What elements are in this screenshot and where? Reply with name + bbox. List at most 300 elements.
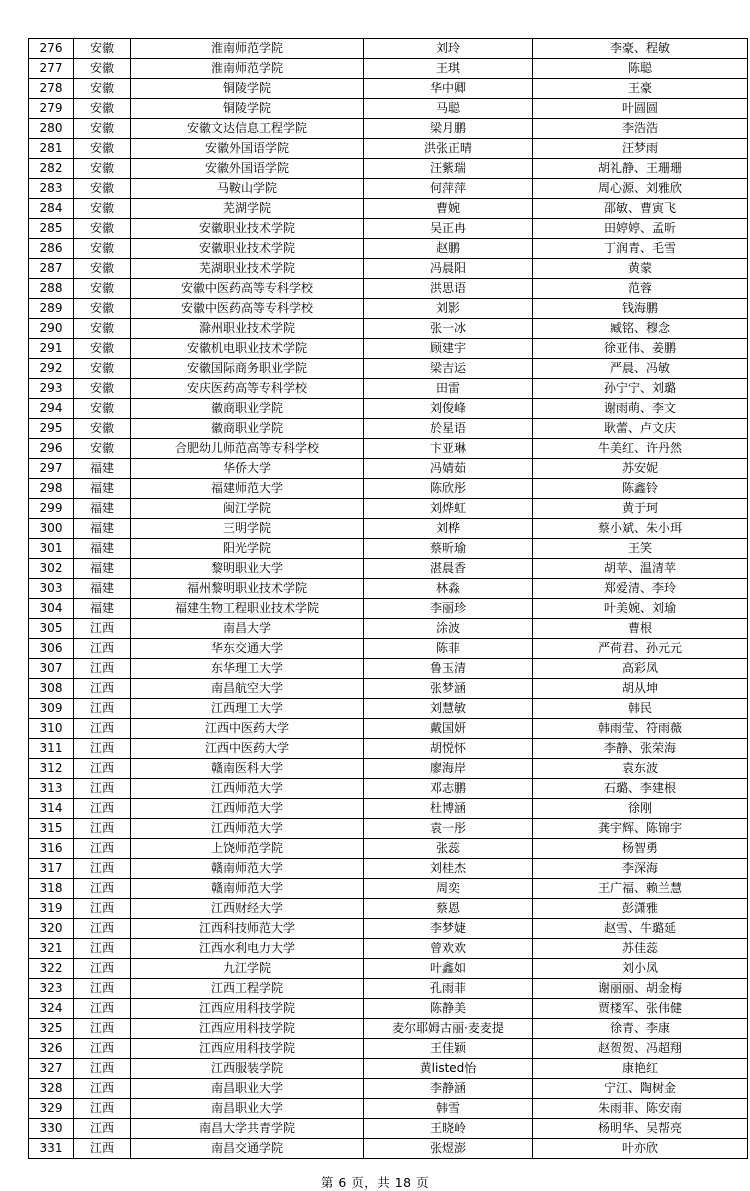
row-index: 331 [29, 1139, 74, 1159]
table-row [29, 939, 748, 959]
row-province: 安徽 [74, 379, 131, 399]
table-row [29, 1119, 748, 1139]
row-province: 安徽 [74, 319, 131, 339]
row-province: 江西 [74, 1039, 131, 1059]
row-advisors: 王广福、赖兰慧 [533, 879, 748, 899]
row-student: 胡悦怀 [364, 739, 533, 759]
row-student: 刘桂杰 [364, 859, 533, 879]
table-row [29, 439, 748, 459]
row-advisors: 彭潇雅 [533, 899, 748, 919]
row-province: 安徽 [74, 179, 131, 199]
row-student: 刘桦 [364, 519, 533, 539]
row-province: 安徽 [74, 419, 131, 439]
row-index: 301 [29, 539, 74, 559]
row-index: 296 [29, 439, 74, 459]
row-advisors: 高彩凤 [533, 659, 748, 679]
row-student: 杜博涵 [364, 799, 533, 819]
row-index: 300 [29, 519, 74, 539]
row-province: 江西 [74, 899, 131, 919]
row-province: 江西 [74, 919, 131, 939]
row-advisors: 朱雨菲、陈安南 [533, 1099, 748, 1119]
table-row [29, 139, 748, 159]
row-student: 梁吉运 [364, 359, 533, 379]
table-row [29, 1019, 748, 1039]
row-advisors: 韩民 [533, 699, 748, 719]
table-row [29, 359, 748, 379]
row-school: 安徽国际商务职业学院 [131, 359, 364, 379]
row-advisors: 苏佳蕊 [533, 939, 748, 959]
row-school: 福州黎明职业技术学院 [131, 579, 364, 599]
row-student: 湛晨香 [364, 559, 533, 579]
row-school: 江西科技师范大学 [131, 919, 364, 939]
row-school: 华东交通大学 [131, 639, 364, 659]
row-student: 王晓岭 [364, 1119, 533, 1139]
row-province: 福建 [74, 459, 131, 479]
table-row [29, 659, 748, 679]
row-index: 303 [29, 579, 74, 599]
row-school: 黎明职业大学 [131, 559, 364, 579]
table-row [29, 479, 748, 499]
row-school: 安徽机电职业技术学院 [131, 339, 364, 359]
row-index: 305 [29, 619, 74, 639]
row-student: 张一冰 [364, 319, 533, 339]
row-province: 安徽 [74, 239, 131, 259]
row-school: 江西中医药大学 [131, 719, 364, 739]
row-advisors: 李豪、程敏 [533, 39, 748, 59]
row-advisors: 韩雨莹、符雨薇 [533, 719, 748, 739]
row-school: 安徽外国语学院 [131, 159, 364, 179]
row-school: 上饶师范学院 [131, 839, 364, 859]
table-row [29, 119, 748, 139]
row-advisors: 蔡小斌、朱小珥 [533, 519, 748, 539]
row-index: 281 [29, 139, 74, 159]
table-row [29, 259, 748, 279]
table-row [29, 859, 748, 879]
row-school: 南昌大学共青学院 [131, 1119, 364, 1139]
row-advisors: 杨明华、吴帮亮 [533, 1119, 748, 1139]
row-province: 安徽 [74, 159, 131, 179]
row-province: 安徽 [74, 219, 131, 239]
row-school: 滁州职业技术学院 [131, 319, 364, 339]
row-school: 合肥幼儿师范高等专科学校 [131, 439, 364, 459]
row-province: 江西 [74, 639, 131, 659]
row-province: 安徽 [74, 139, 131, 159]
row-student: 周奕 [364, 879, 533, 899]
row-school: 闽江学院 [131, 499, 364, 519]
row-index: 279 [29, 99, 74, 119]
row-school: 淮南师范学院 [131, 59, 364, 79]
row-advisors: 孙宁宁、刘璐 [533, 379, 748, 399]
row-school: 安徽职业技术学院 [131, 239, 364, 259]
row-school: 安徽中医药高等专科学校 [131, 299, 364, 319]
table-row [29, 739, 748, 759]
table-row [29, 379, 748, 399]
row-index: 322 [29, 959, 74, 979]
row-advisors: 郑爱清、李玲 [533, 579, 748, 599]
row-school: 安徽文达信息工程学院 [131, 119, 364, 139]
row-advisors: 胡苹、温清苹 [533, 559, 748, 579]
row-advisors: 陈聪 [533, 59, 748, 79]
row-school: 徽商职业学院 [131, 419, 364, 439]
page-footer: 第 6 页，共 18 页 [320, 1175, 430, 1190]
row-advisors: 石璐、李建根 [533, 779, 748, 799]
row-province: 江西 [74, 879, 131, 899]
row-advisors: 严荷君、孙元元 [533, 639, 748, 659]
row-province: 江西 [74, 719, 131, 739]
row-advisors: 贾楼军、张伟健 [533, 999, 748, 1019]
table-row [29, 1079, 748, 1099]
table-row [29, 1059, 748, 1079]
row-advisors: 周心源、刘雅欣 [533, 179, 748, 199]
row-index: 325 [29, 1019, 74, 1039]
row-province: 江西 [74, 939, 131, 959]
row-index: 295 [29, 419, 74, 439]
table-row [29, 59, 748, 79]
row-school: 江西师范大学 [131, 799, 364, 819]
table-row [29, 779, 748, 799]
row-school: 九江学院 [131, 959, 364, 979]
row-province: 江西 [74, 1099, 131, 1119]
row-student: 蔡昕瑜 [364, 539, 533, 559]
row-student: 袁一彤 [364, 819, 533, 839]
row-index: 318 [29, 879, 74, 899]
row-school: 徽商职业学院 [131, 399, 364, 419]
table-row [29, 419, 748, 439]
row-index: 277 [29, 59, 74, 79]
roster-table [28, 38, 748, 1159]
row-school: 铜陵学院 [131, 99, 364, 119]
row-advisors: 曹根 [533, 619, 748, 639]
row-student: 王佳颖 [364, 1039, 533, 1059]
row-student: 刘慧敏 [364, 699, 533, 719]
table-row [29, 579, 748, 599]
row-school: 南昌大学 [131, 619, 364, 639]
row-province: 福建 [74, 579, 131, 599]
row-student: 曹婉 [364, 199, 533, 219]
row-index: 302 [29, 559, 74, 579]
row-student: 戴国妍 [364, 719, 533, 739]
table-row [29, 759, 748, 779]
row-index: 278 [29, 79, 74, 99]
row-student: 刘烨虹 [364, 499, 533, 519]
row-advisors: 赵贺贺、冯超翔 [533, 1039, 748, 1059]
row-index: 319 [29, 899, 74, 919]
row-student: 汪紫瑞 [364, 159, 533, 179]
row-advisors: 王笑 [533, 539, 748, 559]
row-school: 福建生物工程职业技术学院 [131, 599, 364, 619]
row-province: 江西 [74, 659, 131, 679]
row-province: 江西 [74, 859, 131, 879]
row-school: 淮南师范学院 [131, 39, 364, 59]
row-province: 安徽 [74, 279, 131, 299]
row-school: 江西水利电力大学 [131, 939, 364, 959]
row-student: 陈菲 [364, 639, 533, 659]
row-index: 307 [29, 659, 74, 679]
row-index: 293 [29, 379, 74, 399]
row-index: 280 [29, 119, 74, 139]
row-province: 安徽 [74, 99, 131, 119]
row-student: 吴正冉 [364, 219, 533, 239]
row-advisors: 叶圆圆 [533, 99, 748, 119]
row-index: 309 [29, 699, 74, 719]
row-school: 安徽外国语学院 [131, 139, 364, 159]
row-student: 洪思语 [364, 279, 533, 299]
row-province: 安徽 [74, 259, 131, 279]
row-student: 陈静美 [364, 999, 533, 1019]
table-row [29, 219, 748, 239]
row-advisors: 龚宇辉、陈锦宇 [533, 819, 748, 839]
row-school: 江西师范大学 [131, 779, 364, 799]
row-index: 320 [29, 919, 74, 939]
row-school: 江西工程学院 [131, 979, 364, 999]
row-index: 315 [29, 819, 74, 839]
row-school: 江西中医药大学 [131, 739, 364, 759]
table-row [29, 979, 748, 999]
row-student: 邓志鹏 [364, 779, 533, 799]
row-province: 江西 [74, 959, 131, 979]
row-index: 292 [29, 359, 74, 379]
row-advisors: 黄蒙 [533, 259, 748, 279]
row-student: 刘玲 [364, 39, 533, 59]
row-school: 赣南师范大学 [131, 879, 364, 899]
table-row [29, 719, 748, 739]
row-index: 316 [29, 839, 74, 859]
row-student: 田雷 [364, 379, 533, 399]
row-index: 291 [29, 339, 74, 359]
row-student: 叶鑫如 [364, 959, 533, 979]
row-province: 安徽 [74, 359, 131, 379]
row-advisors: 徐刚 [533, 799, 748, 819]
table-row [29, 559, 748, 579]
row-index: 327 [29, 1059, 74, 1079]
row-advisors: 康艳红 [533, 1059, 748, 1079]
row-student: 李静涵 [364, 1079, 533, 1099]
row-school: 赣南师范大学 [131, 859, 364, 879]
row-index: 306 [29, 639, 74, 659]
row-student: 黄listed怡 [364, 1059, 533, 1079]
row-student: 李丽珍 [364, 599, 533, 619]
row-advisors: 臧铭、穆念 [533, 319, 748, 339]
row-province: 安徽 [74, 439, 131, 459]
row-student: 梁月鹏 [364, 119, 533, 139]
row-index: 294 [29, 399, 74, 419]
row-advisors: 胡从坤 [533, 679, 748, 699]
table-row [29, 339, 748, 359]
row-advisors: 袁东波 [533, 759, 748, 779]
row-province: 江西 [74, 779, 131, 799]
row-index: 330 [29, 1119, 74, 1139]
table-row [29, 499, 748, 519]
row-school: 马鞍山学院 [131, 179, 364, 199]
row-province: 福建 [74, 539, 131, 559]
row-school: 安庆医药高等专科学校 [131, 379, 364, 399]
table-row [29, 1099, 748, 1119]
row-student: 鲁玉清 [364, 659, 533, 679]
table-row [29, 79, 748, 99]
row-province: 安徽 [74, 119, 131, 139]
row-student: 王琪 [364, 59, 533, 79]
row-province: 福建 [74, 559, 131, 579]
row-province: 江西 [74, 839, 131, 859]
row-school: 江西财经大学 [131, 899, 364, 919]
row-student: 洪张正晴 [364, 139, 533, 159]
row-student: 马聪 [364, 99, 533, 119]
row-advisors: 王豪 [533, 79, 748, 99]
table-row [29, 819, 748, 839]
row-province: 江西 [74, 739, 131, 759]
row-province: 江西 [74, 679, 131, 699]
row-index: 313 [29, 779, 74, 799]
row-student: 林淼 [364, 579, 533, 599]
row-advisors: 钱海鹏 [533, 299, 748, 319]
row-index: 311 [29, 739, 74, 759]
row-advisors: 邵敏、曹寅飞 [533, 199, 748, 219]
row-province: 安徽 [74, 299, 131, 319]
row-province: 福建 [74, 519, 131, 539]
row-index: 304 [29, 599, 74, 619]
row-school: 芜湖学院 [131, 199, 364, 219]
row-advisors: 丁润青、毛雪 [533, 239, 748, 259]
row-advisors: 谢丽丽、胡金梅 [533, 979, 748, 999]
row-student: 孔雨菲 [364, 979, 533, 999]
row-advisors: 田婷婷、孟昕 [533, 219, 748, 239]
table-row [29, 799, 748, 819]
row-index: 285 [29, 219, 74, 239]
row-student: 卞亚琳 [364, 439, 533, 459]
row-advisors: 宁江、陶树金 [533, 1079, 748, 1099]
row-student: 廖海岸 [364, 759, 533, 779]
row-school: 安徽职业技术学院 [131, 219, 364, 239]
row-advisors: 赵雪、牛璐延 [533, 919, 748, 939]
row-school: 铜陵学院 [131, 79, 364, 99]
row-school: 南昌职业大学 [131, 1079, 364, 1099]
row-index: 288 [29, 279, 74, 299]
table-row [29, 299, 748, 319]
table-row [29, 599, 748, 619]
table-row [29, 999, 748, 1019]
row-student: 韩雪 [364, 1099, 533, 1119]
row-school: 江西理工大学 [131, 699, 364, 719]
row-advisors: 李静、张荣海 [533, 739, 748, 759]
row-advisors: 李浩浩 [533, 119, 748, 139]
table-row [29, 919, 748, 939]
row-advisors: 严晨、冯敏 [533, 359, 748, 379]
row-advisors: 徐青、李康 [533, 1019, 748, 1039]
row-index: 321 [29, 939, 74, 959]
row-index: 299 [29, 499, 74, 519]
row-student: 陈欣彤 [364, 479, 533, 499]
row-school: 江西应用科技学院 [131, 999, 364, 1019]
row-school: 安徽中医药高等专科学校 [131, 279, 364, 299]
row-student: 李梦婕 [364, 919, 533, 939]
row-advisors: 黄于珂 [533, 499, 748, 519]
row-index: 328 [29, 1079, 74, 1099]
row-student: 曾欢欢 [364, 939, 533, 959]
row-school: 江西师范大学 [131, 819, 364, 839]
row-advisors: 牛美红、许丹然 [533, 439, 748, 459]
row-student: 张梦涵 [364, 679, 533, 699]
row-advisors: 汪梦雨 [533, 139, 748, 159]
row-advisors: 叶美婉、刘瑜 [533, 599, 748, 619]
row-province: 江西 [74, 799, 131, 819]
row-school: 南昌职业大学 [131, 1099, 364, 1119]
table-row [29, 199, 748, 219]
table-row [29, 519, 748, 539]
row-province: 福建 [74, 479, 131, 499]
row-school: 三明学院 [131, 519, 364, 539]
row-index: 284 [29, 199, 74, 219]
row-advisors: 范蓉 [533, 279, 748, 299]
row-student: 刘影 [364, 299, 533, 319]
table-row [29, 459, 748, 479]
row-school: 赣南医科大学 [131, 759, 364, 779]
table-row [29, 179, 748, 199]
row-index: 310 [29, 719, 74, 739]
row-province: 安徽 [74, 199, 131, 219]
table-row [29, 279, 748, 299]
row-index: 290 [29, 319, 74, 339]
table-row [29, 1139, 748, 1159]
row-advisors: 李深海 [533, 859, 748, 879]
row-province: 安徽 [74, 39, 131, 59]
row-province: 江西 [74, 1139, 131, 1159]
row-school: 东华理工大学 [131, 659, 364, 679]
row-student: 蔡恩 [364, 899, 533, 919]
row-index: 326 [29, 1039, 74, 1059]
row-advisors: 耿蕾、卢文庆 [533, 419, 748, 439]
row-student: 赵鹏 [364, 239, 533, 259]
row-province: 江西 [74, 979, 131, 999]
row-index: 286 [29, 239, 74, 259]
row-school: 江西应用科技学院 [131, 1019, 364, 1039]
row-index: 287 [29, 259, 74, 279]
row-student: 何萍萍 [364, 179, 533, 199]
row-advisors: 胡礼静、王珊珊 [533, 159, 748, 179]
row-index: 314 [29, 799, 74, 819]
row-school: 江西服装学院 [131, 1059, 364, 1079]
row-province: 江西 [74, 759, 131, 779]
row-province: 江西 [74, 1119, 131, 1139]
table-row [29, 619, 748, 639]
row-province: 江西 [74, 699, 131, 719]
row-province: 安徽 [74, 339, 131, 359]
row-student: 涂波 [364, 619, 533, 639]
row-school: 华侨大学 [131, 459, 364, 479]
row-student: 顾建宇 [364, 339, 533, 359]
table-row [29, 639, 748, 659]
row-index: 308 [29, 679, 74, 699]
row-index: 329 [29, 1099, 74, 1119]
row-student: 冯晨阳 [364, 259, 533, 279]
row-province: 江西 [74, 999, 131, 1019]
row-student: 华中卿 [364, 79, 533, 99]
table-row [29, 399, 748, 419]
row-province: 福建 [74, 599, 131, 619]
roster-table-body [29, 39, 748, 1159]
table-row [29, 839, 748, 859]
table-row [29, 679, 748, 699]
row-index: 283 [29, 179, 74, 199]
row-province: 江西 [74, 819, 131, 839]
row-student: 张煜澎 [364, 1139, 533, 1159]
row-student: 刘俊峰 [364, 399, 533, 419]
table-row [29, 879, 748, 899]
row-advisors: 陈鑫铃 [533, 479, 748, 499]
row-school: 江西应用科技学院 [131, 1039, 364, 1059]
row-index: 323 [29, 979, 74, 999]
table-row [29, 539, 748, 559]
row-province: 安徽 [74, 399, 131, 419]
